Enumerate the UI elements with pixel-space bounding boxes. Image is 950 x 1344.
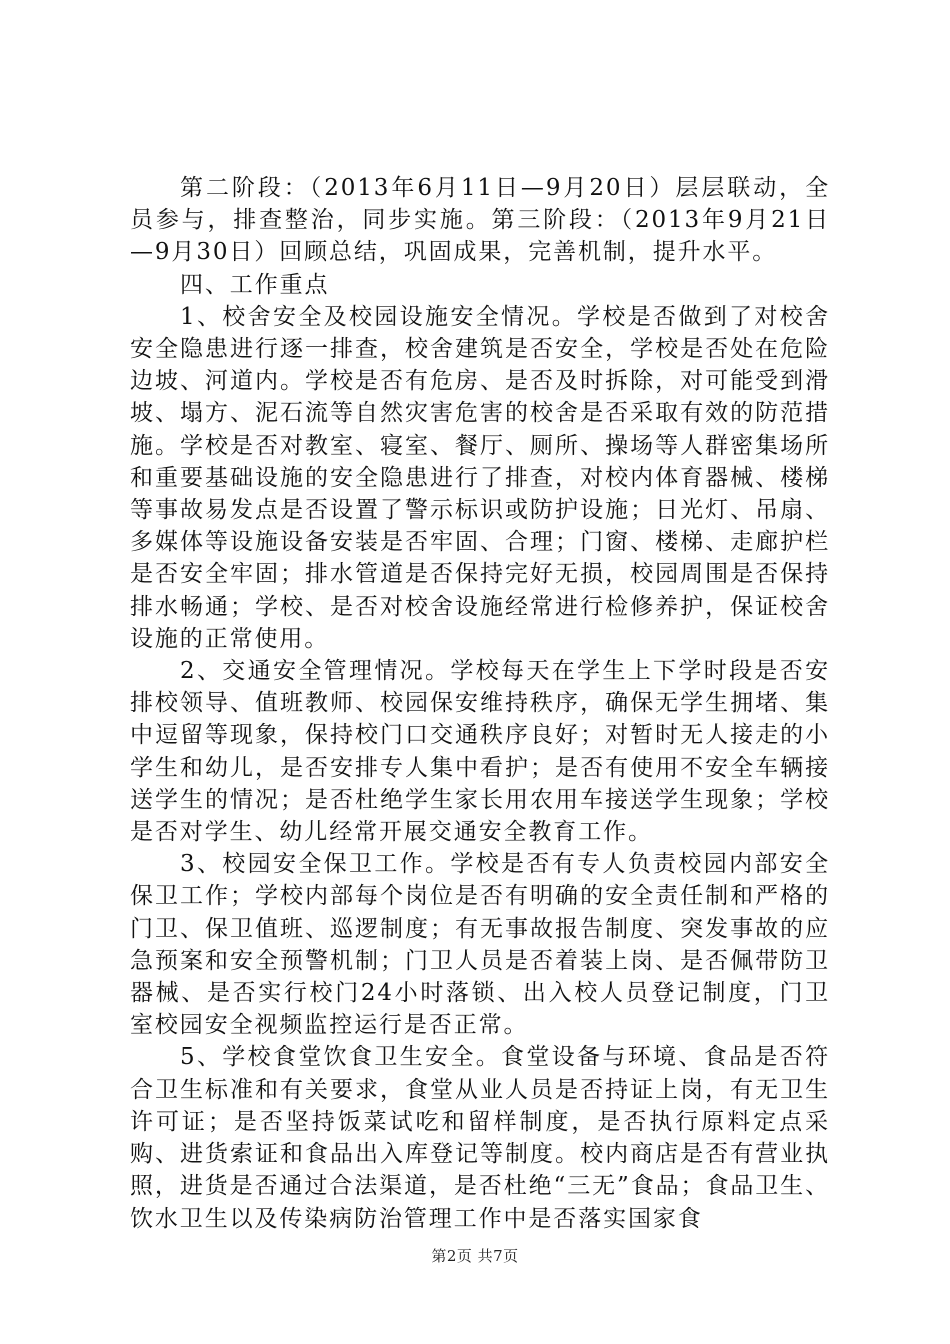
paragraph-campus-building-safety: 1、校舍安全及校园设施安全情况。学校是否做到了对校舍安全隐患进行逐一排查，校舍建筑是否安全，学校是否处在危险边坡、河道内。学校是否有危房、是否及时拆除，对可能受到滑坡、塌方、泥石流等自然灾害危害的校舍是否采取有效的防范措施。学校是否对教室、寝室、餐厅、厕所、操场等人群密集场所和重要基础设施的安全隐患进行了排查，对校内体育器械、楼梯等事故易发点是否设置了警示标识或防护设施；日光灯、吊扇、多媒体等设施设备安装是否牢固、合理；门窗、楼梯、走廊护栏是否安全牢固；排水管道是否保持完好无损，校园周围是否保持排水畅通；学校、是否对校舍设施经常进行检修养护，保证校舍设施的正常使用。 [130,303,830,652]
section-heading-work-focus: 四、工作重点 [180,271,330,298]
paragraph-canteen-food-safety: 5、学校食堂饮食卫生安全。食堂设备与环境、食品是否符合卫生标准和有关要求，食堂从业人员是否持证上岗，有无卫生许可证；是否坚持饭菜试吃和留样制度，是否执行原料定点采购、进货索证和食品出入库登记等制度。校内商店是否有营业执照，进货是否通过合法渠道，是否杜绝“三无”食品；食品卫生、饮水卫生以及传染病防治管理工作中是否落实国家食 [130,1044,830,1232]
paragraph-traffic-safety: 2、交通安全管理情况。学校每天在学生上下学时段是否安排校领导、值班教师、校园保安维持秩序，确保无学生拥堵、集中逗留等现象，保持校门口交通秩序良好；对暂时无人接走的小学生和幼儿，是否安排专人集中看护；是否有使用不安全车辆接送学生的情况；是否杜绝学生家长用农用车接送学生现象；学校是否对学生、幼儿经常开展交通安全教育工作。 [130,658,830,846]
paragraph-stage-two-three: 第二阶段：（2013年6月11日—9月20日）层层联动，全员参与，排查整治，同步实施。第三阶段：（2013年9月21日—9月30日）回顾总结，巩固成果，完善机制，提升水平。 [130,175,830,266]
page-footer: 第2页 共7页 [431,1247,519,1265]
document-body [130,172,830,1235]
paragraph-campus-security: 3、校园安全保卫工作。学校是否有专人负责校园内部安全保卫工作；学校内部每个岗位是否有明确的安全责任制和严格的门卫、保卫值班、巡逻制度；有无事故报告制度、突发事故的应急预案和安全预警机制；门卫人员是否着装上岗、是否佩带防卫器械、是否实行校门24小时落锁、出入校人员登记制度，门卫室校园安全视频监控运行是否正常。 [130,851,830,1039]
